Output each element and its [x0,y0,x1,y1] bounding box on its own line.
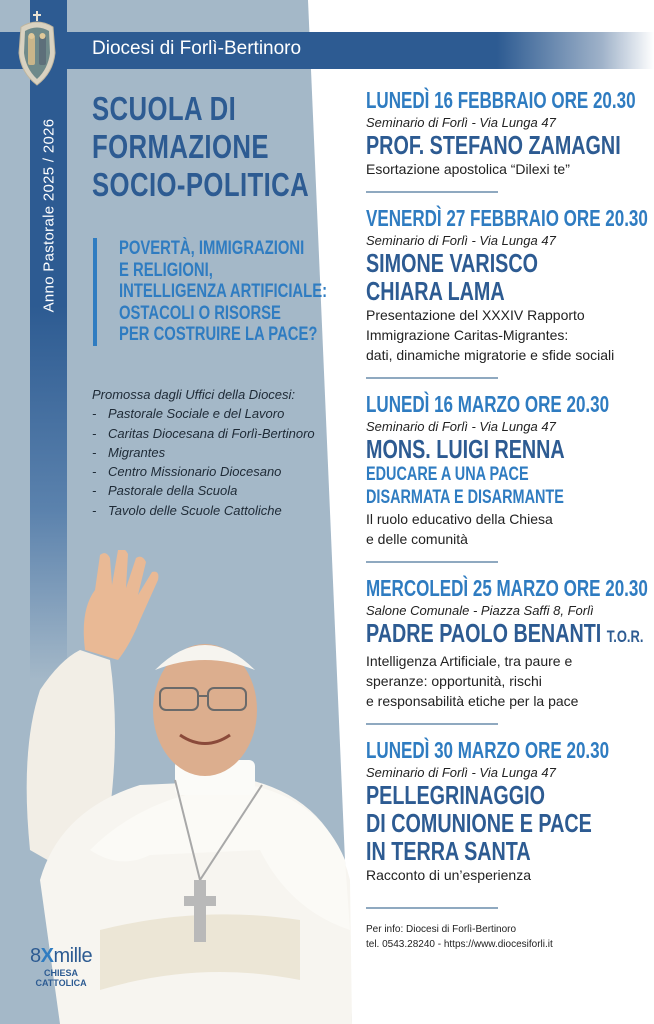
event-date: MERCOLEDÌ 25 MARZO ORE 20.30 [366,575,648,601]
promoter-name: Pastorale Sociale e del Lavoro [108,406,285,422]
divider [366,191,498,193]
event-description: Intelligenza Artificiale, tra paure e speranze: opportunità, rischi e responsabilità etiche per la pace [366,653,579,709]
event-place: Seminario di Forlì - Via Lunga 47 [366,233,556,248]
title-line: SCUOLA DI [92,90,237,127]
event-speaker: PELLEGRINAGGIO DI COMUNIONE E PACE IN TERRA SANTA [366,780,592,866]
divider [366,561,498,563]
8xmille-line2: CATTOLICA [35,978,87,988]
list-item: - Migrantes [92,443,315,462]
event-place: Salone Comunale - Piazza Saffi 8, Forlì [366,603,594,618]
subtitle-line: PER COSTRUIRE LA PACE? [119,324,318,345]
speaker-suffix: T.O.R. [606,627,644,646]
event-description: Il ruolo educativo della Chiesa e delle comunità [366,511,553,547]
subtitle-text [119,238,327,346]
event-item [366,392,646,549]
8xmille-line1: CHIESA [44,968,79,978]
contact-line[interactable]: tel. 0543.28240 - https://www.diocesiforli.it [366,939,553,950]
event-item [366,738,646,885]
promoters-list [92,404,315,520]
list-item: - Centro Missionario Diocesano [92,462,315,481]
event-date: LUNEDÌ 30 MARZO ORE 20.30 [366,737,610,763]
event-place: Seminario di Forlì - Via Lunga 47 [366,115,556,130]
list-item: - Pastorale Sociale e del Lavoro [92,404,315,423]
title-line: FORMAZIONE [92,128,269,165]
promoter-name: Caritas Diocesana di Forlì-Bertinoro [108,425,315,441]
promoter-name: Tavolo delle Scuole Cattoliche [108,502,282,518]
contact-info [366,922,646,952]
promoter-name: Pastorale della Scuola [108,483,238,499]
promoter-name: Migrantes [108,444,166,460]
event-speaker: PADRE PAOLO BENANTI T.O.R. [366,618,644,648]
subtitle-block [93,238,386,346]
list-item: - Tavolo delle Scuole Cattoliche [92,501,315,520]
events-list [366,88,646,952]
subtitle-line: E RELIGIONI, [119,259,213,281]
event-item [366,206,646,365]
promoters-intro: Promossa dagli Uffici della Diocesi: [92,387,296,402]
list-item: - Caritas Diocesana di Forlì-Bertinoro [92,424,315,443]
8xmille-logo [30,945,92,988]
event-speaker: SIMONE VARISCO CHIARA LAMA [366,248,539,306]
divider [366,377,498,379]
event-description: Racconto di un’esperienza [366,867,531,883]
event-item [366,576,646,711]
event-speaker: MONS. LUIGI RENNA [366,434,565,464]
promoters-block [92,385,315,520]
event-description: Presentazione del XXXIV Rapporto Immigrazione Caritas-Migrantes: dati, dinamiche migratorie e sfide sociali [366,307,615,363]
event-place: Seminario di Forlì - Via Lunga 47 [366,765,556,780]
event-date: VENERDÌ 27 FEBBRAIO ORE 20.30 [366,205,648,231]
year-label-container [30,100,67,330]
event-place: Seminario di Forlì - Via Lunga 47 [366,419,556,434]
page-title [92,90,309,204]
contact-line: Per info: Diocesi di Forlì-Bertinoro [366,924,517,935]
header-title: Diocesi di Forlì-Bertinoro [92,38,302,59]
list-item: - Pastorale della Scuola [92,481,315,500]
year-label: Anno Pastorale 2025 / 2026 [40,118,57,312]
event-date: LUNEDÌ 16 MARZO ORE 20.30 [366,391,610,417]
diocese-crest-icon [17,9,57,89]
divider [366,723,498,725]
event-speaker: PROF. STEFANO ZAMAGNI [366,130,621,160]
event-date: LUNEDÌ 16 FEBBRAIO ORE 20.30 [366,87,636,113]
title-line: SOCIO-POLITICA [92,166,310,203]
subtitle-line: POVERTÀ, IMMIGRAZIONI [119,238,305,259]
8xmille-wordmark: 8Xmille [30,945,93,967]
event-topic: EDUCARE A UNA PACE DISARMATA E DISARMANTE [366,464,564,508]
promoter-name: Centro Missionario Diocesano [108,464,282,480]
divider [366,907,498,909]
subtitle-line: INTELLIGENZA ARTIFICIALE: [119,281,328,302]
event-description: Esortazione apostolica “Dilexi te” [366,161,570,177]
subtitle-line: OSTACOLI O RISORSE [119,302,281,324]
event-item [366,88,646,179]
